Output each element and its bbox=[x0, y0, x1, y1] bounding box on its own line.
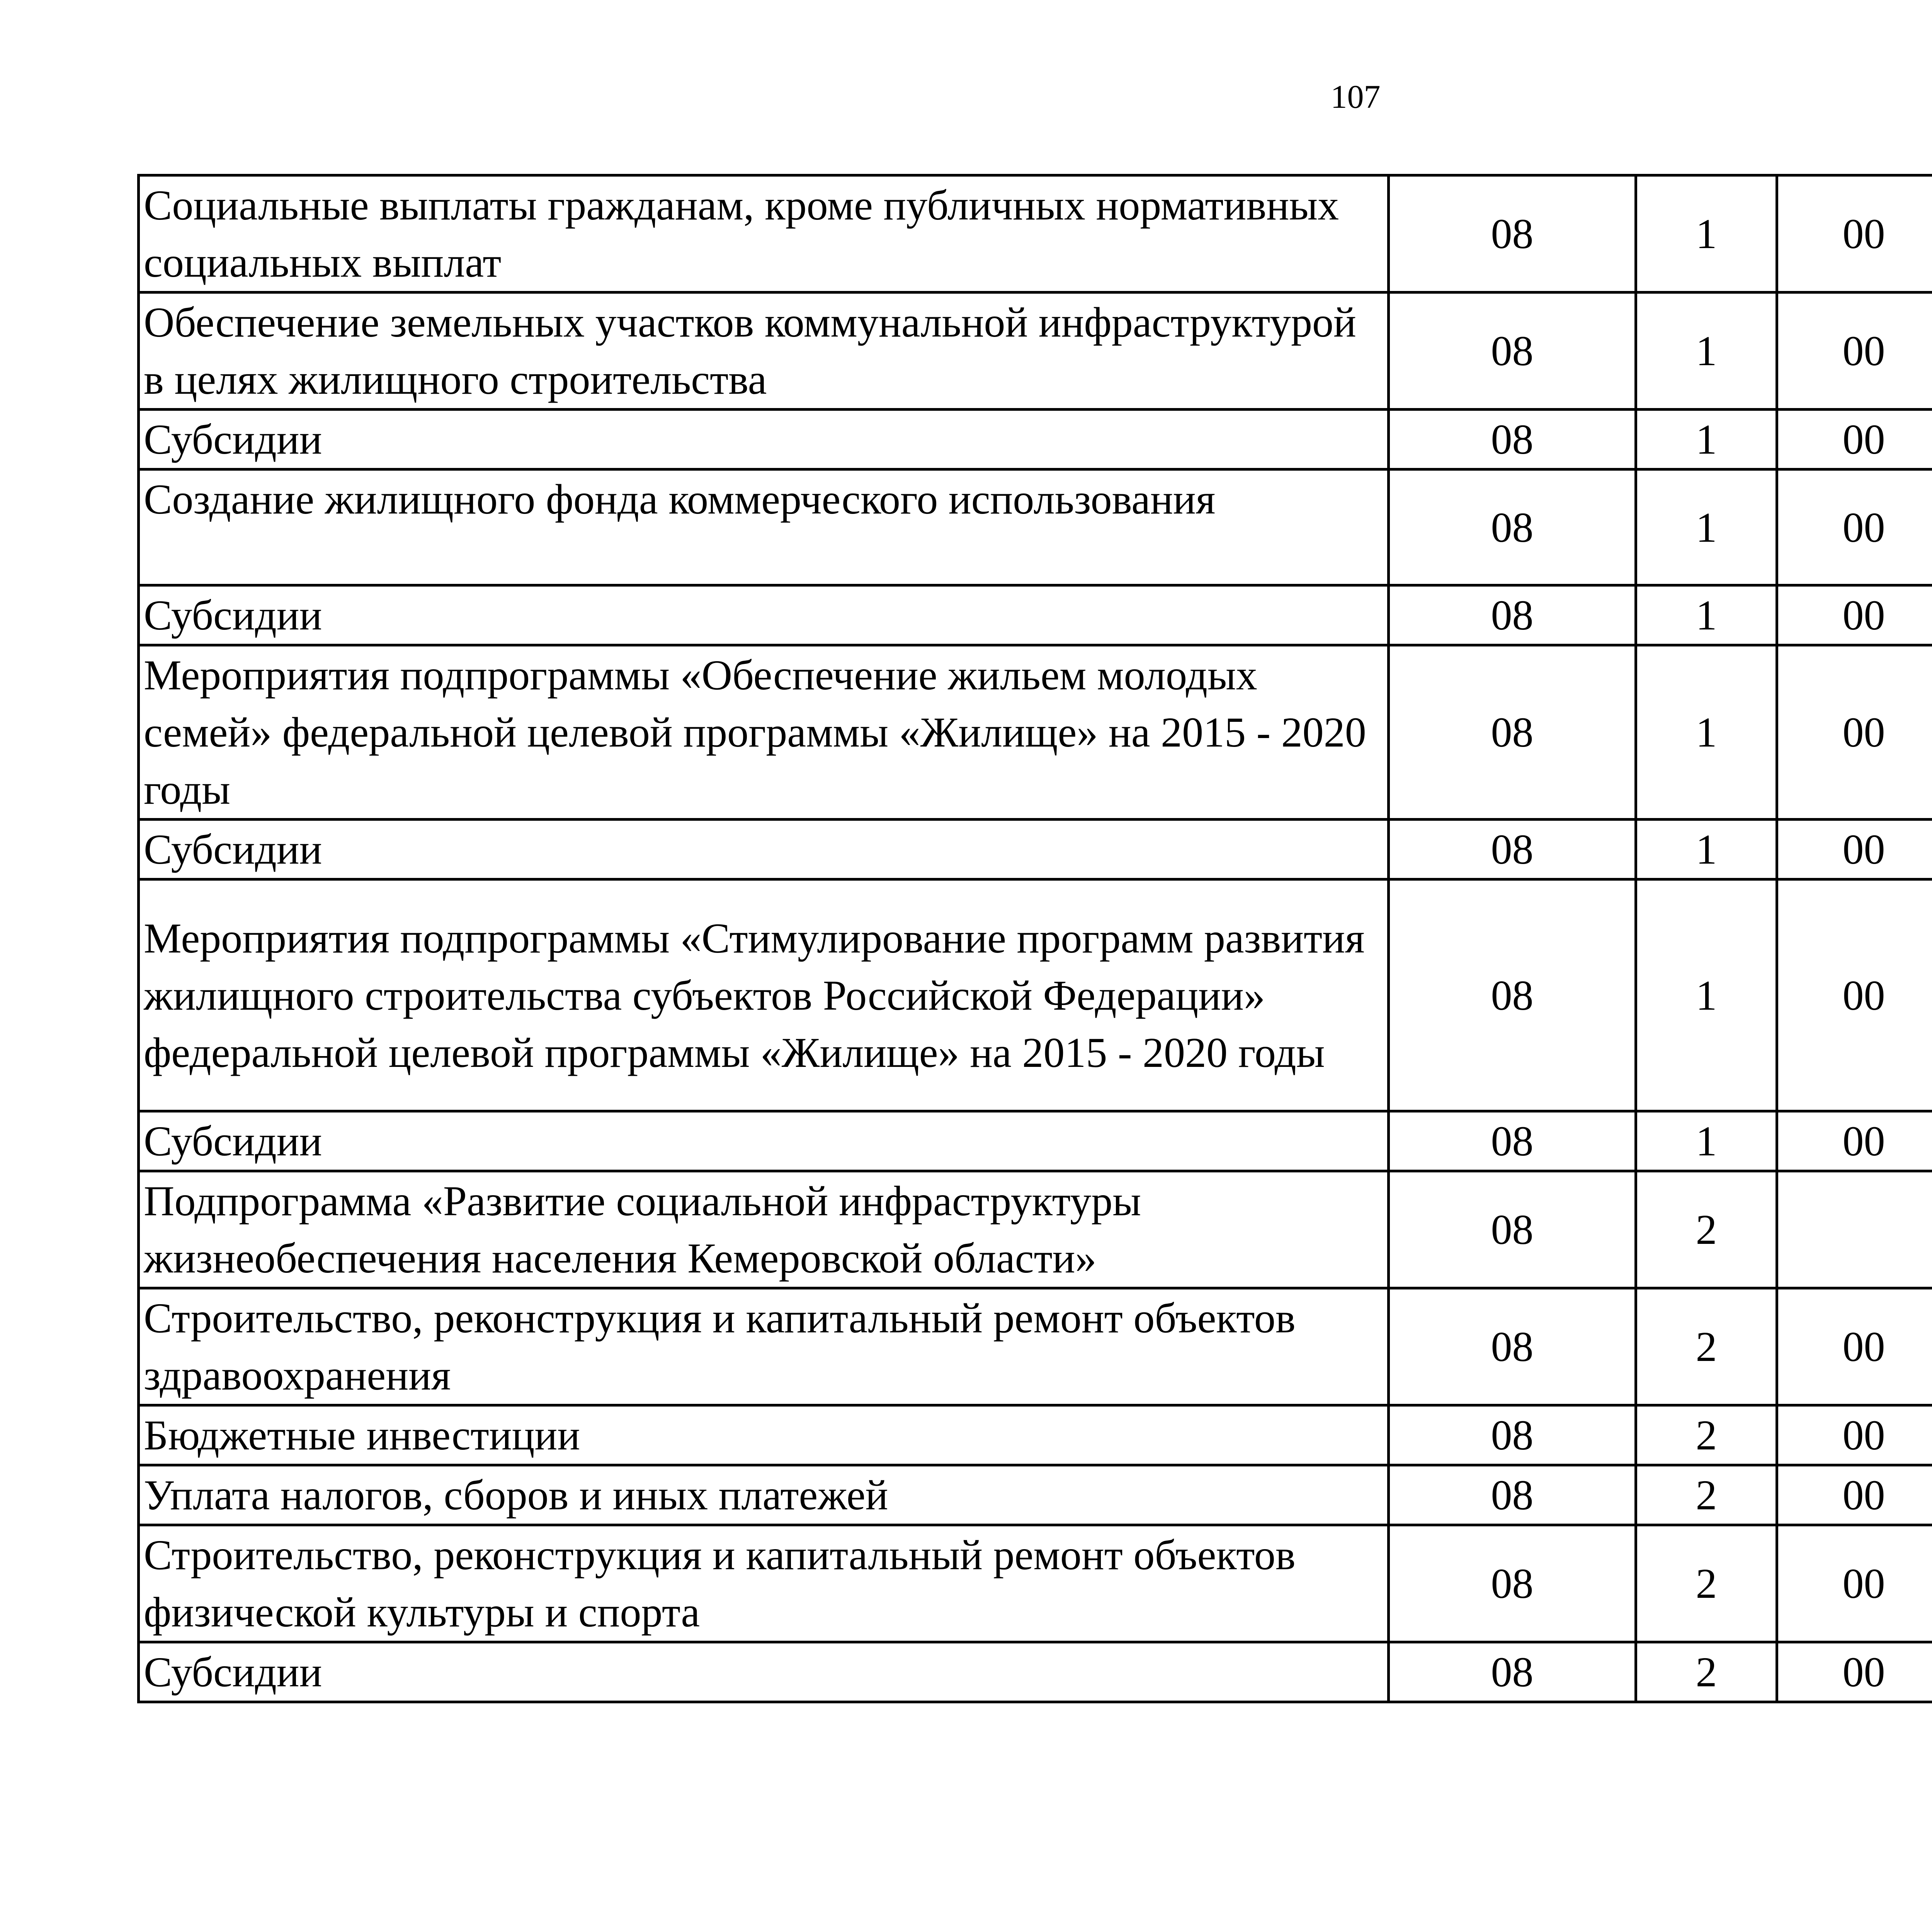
table-row bbox=[139, 1288, 1932, 1405]
row-main-event-code: 00 bbox=[1777, 1642, 1932, 1702]
row-main-event-code: 00 bbox=[1777, 879, 1932, 1111]
row-main-event-code: 00 bbox=[1777, 1465, 1932, 1525]
row-name: Создание жилищного фонда коммерческого использования bbox=[139, 469, 1389, 585]
row-main-event-code bbox=[1777, 1171, 1932, 1288]
row-name: Субсидии bbox=[139, 1111, 1389, 1171]
table-row bbox=[139, 879, 1932, 1111]
row-name: Строительство, реконструкция и капитальный ремонт объектов физической культуры и спорта bbox=[139, 1525, 1389, 1642]
row-subprogram-code: 1 bbox=[1636, 879, 1777, 1111]
row-subprogram-code: 2 bbox=[1636, 1465, 1777, 1525]
row-main-event-code: 00 bbox=[1777, 293, 1932, 410]
row-section-code: 08 bbox=[1389, 1171, 1636, 1288]
row-subprogram-code: 1 bbox=[1636, 175, 1777, 293]
row-main-event-code: 00 bbox=[1777, 820, 1932, 879]
row-name: Обеспечение земельных участков коммунальной инфраструктурой в целях жилищного строительства bbox=[139, 293, 1389, 410]
row-main-event-code: 00 bbox=[1777, 1405, 1932, 1465]
row-name: Мероприятия подпрограммы «Стимулирование программ развития жилищного строительства субъектов Российской Федерации» федеральной целевой программы «Жилище» на 2015 - 2020 годы bbox=[139, 879, 1389, 1111]
row-main-event-code: 00 bbox=[1777, 469, 1932, 585]
row-section-code: 08 bbox=[1389, 1111, 1636, 1171]
table-row bbox=[139, 645, 1932, 820]
row-main-event-code: 00 bbox=[1777, 1288, 1932, 1405]
row-section-code: 08 bbox=[1389, 1642, 1636, 1702]
row-main-event-code: 00 bbox=[1777, 1111, 1932, 1171]
row-name: Субсидии bbox=[139, 820, 1389, 879]
row-section-code: 08 bbox=[1389, 1405, 1636, 1465]
row-main-event-code: 00 bbox=[1777, 1525, 1932, 1642]
row-name: Субсидии bbox=[139, 1642, 1389, 1702]
table-row bbox=[139, 1465, 1932, 1525]
row-section-code: 08 bbox=[1389, 1525, 1636, 1642]
row-subprogram-code: 1 bbox=[1636, 820, 1777, 879]
table-row bbox=[139, 1111, 1932, 1171]
row-name: Уплата налогов, сборов и иных платежей bbox=[139, 1465, 1389, 1525]
row-main-event-code: 00 bbox=[1777, 645, 1932, 820]
budget-table bbox=[137, 174, 1932, 1703]
table-row bbox=[139, 469, 1932, 585]
row-section-code: 08 bbox=[1389, 879, 1636, 1111]
row-section-code: 08 bbox=[1389, 410, 1636, 469]
row-subprogram-code: 1 bbox=[1636, 469, 1777, 585]
row-subprogram-code: 2 bbox=[1636, 1171, 1777, 1288]
row-subprogram-code: 2 bbox=[1636, 1288, 1777, 1405]
table-row bbox=[139, 1405, 1932, 1465]
row-subprogram-code: 1 bbox=[1636, 585, 1777, 645]
row-subprogram-code: 2 bbox=[1636, 1405, 1777, 1465]
table-row bbox=[139, 175, 1932, 293]
table-row bbox=[139, 820, 1932, 879]
table-row bbox=[139, 410, 1932, 469]
row-main-event-code: 00 bbox=[1777, 410, 1932, 469]
table-row bbox=[139, 1525, 1932, 1642]
row-name: Подпрограмма «Развитие социальной инфраструктуры жизнеобеспечения населения Кемеровской области» bbox=[139, 1171, 1389, 1288]
row-name: Социальные выплаты гражданам, кроме публичных нормативных социальных выплат bbox=[139, 175, 1389, 293]
row-name: Строительство, реконструкция и капитальный ремонт объектов здравоохранения bbox=[139, 1288, 1389, 1405]
row-section-code: 08 bbox=[1389, 585, 1636, 645]
row-section-code: 08 bbox=[1389, 820, 1636, 879]
row-subprogram-code: 1 bbox=[1636, 293, 1777, 410]
row-subprogram-code: 1 bbox=[1636, 645, 1777, 820]
table-row bbox=[139, 1171, 1932, 1288]
row-section-code: 08 bbox=[1389, 1465, 1636, 1525]
row-subprogram-code: 1 bbox=[1636, 1111, 1777, 1171]
row-main-event-code: 00 bbox=[1777, 175, 1932, 293]
row-section-code: 08 bbox=[1389, 175, 1636, 293]
row-section-code: 08 bbox=[1389, 293, 1636, 410]
page-number: 107 bbox=[1330, 78, 1381, 115]
row-name: Субсидии bbox=[139, 410, 1389, 469]
row-section-code: 08 bbox=[1389, 469, 1636, 585]
row-subprogram-code: 1 bbox=[1636, 410, 1777, 469]
row-subprogram-code: 2 bbox=[1636, 1642, 1777, 1702]
row-name: Субсидии bbox=[139, 585, 1389, 645]
table-row bbox=[139, 585, 1932, 645]
row-section-code: 08 bbox=[1389, 1288, 1636, 1405]
row-subprogram-code: 2 bbox=[1636, 1525, 1777, 1642]
row-main-event-code: 00 bbox=[1777, 585, 1932, 645]
table-row bbox=[139, 1642, 1932, 1702]
row-section-code: 08 bbox=[1389, 645, 1636, 820]
row-name: Мероприятия подпрограммы «Обеспечение жильем молодых семей» федеральной целевой программы «Жилище» на 2015 - 2020 годы bbox=[139, 645, 1389, 820]
table-row bbox=[139, 293, 1932, 410]
row-name: Бюджетные инвестиции bbox=[139, 1405, 1389, 1465]
